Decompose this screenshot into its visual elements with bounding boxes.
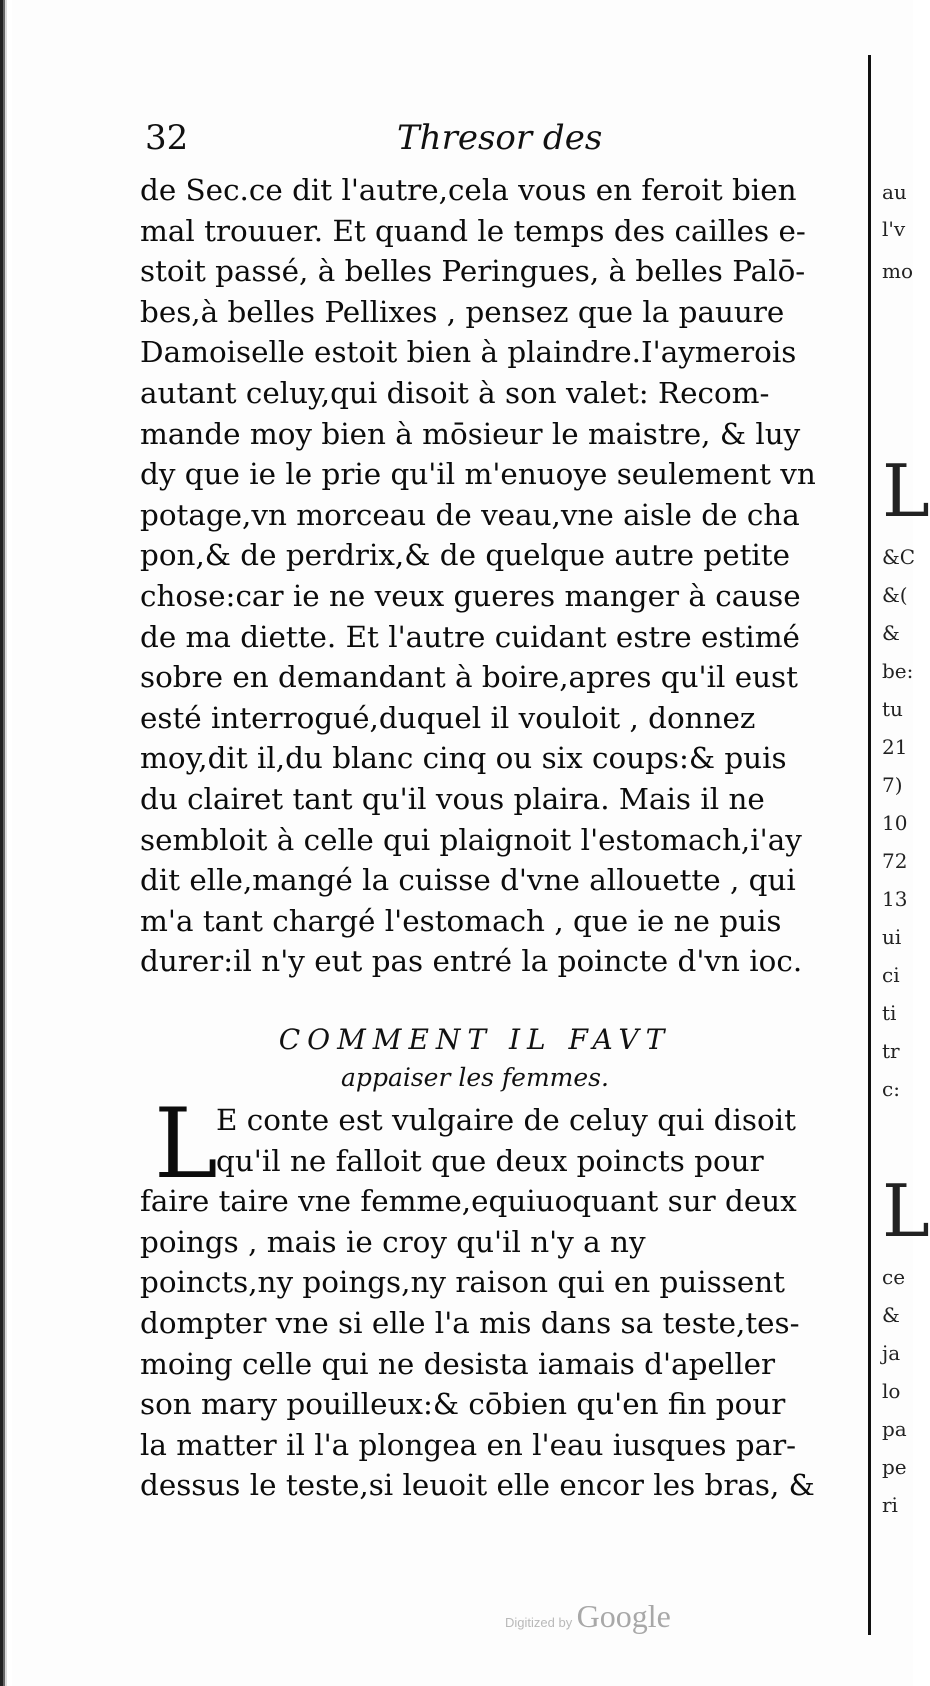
fragment-text: pe — [882, 1455, 907, 1479]
fragment-text: au — [882, 180, 907, 204]
text-line: sobre en demandant à boire,apres qu'il eust — [140, 660, 798, 695]
text-line: de ma diette. Et l'autre cuidant estre estimé — [140, 619, 800, 654]
fragment-text: pa — [882, 1417, 907, 1441]
watermark-prefix: Digitized by — [505, 1615, 573, 1630]
text-line: poincts,ny poings,ny raison qui en puissent — [140, 1265, 785, 1300]
fragment-text: ja — [882, 1341, 901, 1365]
text-line: moy,dit il,du blanc cinq ou six coups:& puis — [140, 741, 787, 776]
fragment-text: 21 — [882, 735, 908, 759]
fragment-text: mo — [882, 259, 914, 283]
fragment-text: & — [882, 621, 900, 645]
fragment-text: 10 — [882, 811, 908, 835]
adjacent-page-fragments — [882, 175, 930, 1625]
text-line: mal trouuer. Et quand le temps des cailles e- — [140, 213, 806, 248]
section-heading — [140, 1023, 810, 1097]
text-line: pon,& de perdrix,& de quelque autre petite — [140, 538, 791, 573]
text-line: qu'il ne falloit que deux poincts pour — [216, 1143, 764, 1178]
text-line: moing celle qui ne desista iamais d'apeller — [140, 1346, 776, 1381]
text-line: du clairet tant qu'il vous plaira. Mais il ne — [140, 781, 765, 816]
section-subtitle: appaiser les femmes. — [341, 1063, 609, 1092]
drop-cap: L — [154, 1088, 218, 1200]
page-number: 32 — [145, 118, 189, 158]
fragment-drop-cap: L — [882, 1169, 930, 1253]
fragment-text: ti — [882, 1001, 897, 1025]
text-line: poings , mais ie croy qu'il n'y a ny — [140, 1224, 646, 1259]
fragment-text: lo — [882, 1379, 901, 1403]
text-line: esté interrogué,duquel il vouloit , donnez — [140, 700, 756, 735]
fragment-text: c: — [882, 1077, 900, 1101]
text-line: sembloit à celle qui plaignoit l'estomach,i'ay — [140, 822, 802, 857]
text-line: durer:il n'y eut pas entré la poincte d'vn ioc. — [140, 944, 803, 979]
page-header — [145, 118, 805, 168]
fragment-text: 13 — [882, 887, 908, 911]
fragment-text: ri — [882, 1493, 898, 1517]
text-line: son mary pouilleux:& cōbien qu'en fin pour — [140, 1387, 786, 1422]
text-line: m'a tant chargé l'estomach , que ie ne puis — [140, 903, 782, 938]
fragment-text: tr — [882, 1039, 900, 1063]
digitized-watermark — [505, 1598, 671, 1635]
fragment-text: 7) — [882, 773, 903, 797]
text-line: dompter vne si elle l'a mis dans sa teste,tes- — [140, 1305, 800, 1340]
fragment-text: ce — [882, 1265, 906, 1289]
google-logo: Google — [576, 1598, 671, 1634]
text-line: stoit passé, à belles Peringues, à belles Palō- — [140, 254, 806, 289]
binding-edge — [0, 0, 12, 1686]
fragment-text: be: — [882, 659, 914, 683]
text-line: potage,vn morceau de veau,vne aisle de cha — [140, 497, 800, 532]
fragment-drop-cap: L — [882, 449, 930, 533]
text-line: dit elle,mangé la cuisse d'vne allouette , qui — [140, 863, 796, 898]
fragment-text: 72 — [882, 849, 908, 873]
fragment-text: &( — [882, 583, 908, 607]
main-text-block — [140, 170, 816, 982]
fragment-text: & — [882, 1303, 900, 1327]
text-line: chose:car ie ne veux gueres manger à cause — [140, 578, 801, 613]
text-line: mande moy bien à mōsieur le maistre, & luy — [140, 416, 801, 451]
section-title: COMMENT IL FAVT — [278, 1023, 672, 1056]
text-line: autant celuy,qui disoit à son valet: Recom- — [140, 375, 770, 410]
text-line: dessus le teste,si leuoit elle encor les bras, & — [140, 1468, 815, 1503]
fragment-text: ci — [882, 963, 900, 987]
section-text-block — [140, 1088, 815, 1506]
running-head: Thresor des — [397, 118, 603, 158]
text-line: de Sec.ce dit l'autre,cela vous en feroit bien — [140, 173, 797, 207]
fragment-text: &C — [882, 545, 916, 569]
text-line: dy que ie le prie qu'il m'enuoye seulement vn — [140, 457, 816, 492]
page-fold-line — [868, 55, 871, 1635]
text-line: bes,à belles Pellixes , pensez que la pauure — [140, 294, 785, 329]
fragment-text: l'v — [882, 217, 906, 241]
text-line: faire taire vne femme,equiuoquant sur deux — [140, 1184, 797, 1219]
text-line: Damoiselle estoit bien à plaindre.I'aymerois — [140, 335, 797, 370]
fragment-text: ui — [882, 925, 902, 949]
fragment-text: tu — [882, 697, 903, 721]
text-line: la matter il l'a plongea en l'eau iusques par- — [140, 1427, 797, 1462]
text-line: E conte est vulgaire de celuy qui disoit — [216, 1103, 796, 1137]
